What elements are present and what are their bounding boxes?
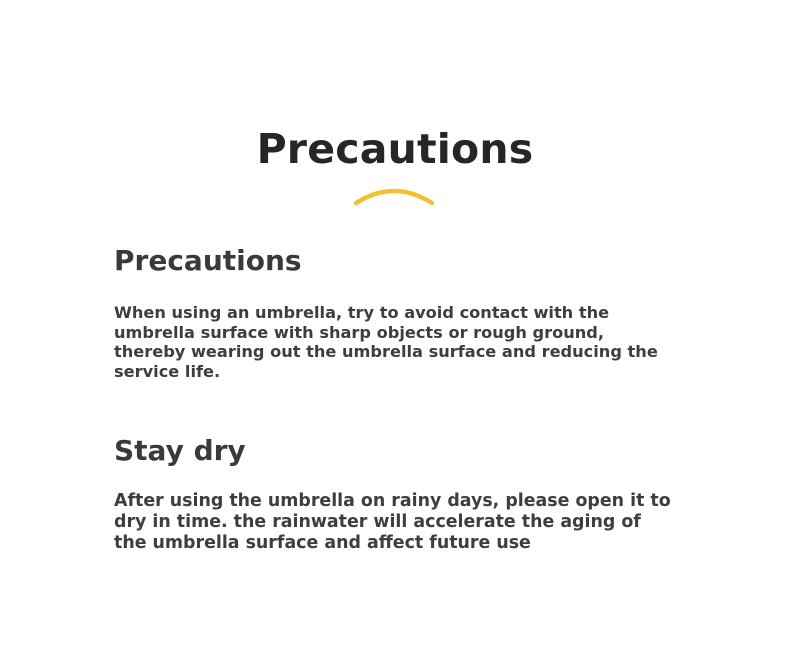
section-body: When using an umbrella, try to avoid contact with the umbrella surface with sharp objects or rough ground, thereby wearing out the umbrella surface and reducing the service life.	[114, 303, 658, 381]
section-stay-dry	[114, 433, 714, 554]
section-heading: Precautions	[114, 244, 302, 277]
arc-divider-icon	[354, 183, 434, 207]
section-heading: Stay dry	[114, 434, 246, 467]
section-precautions	[114, 243, 714, 381]
page-title: Precautions	[256, 125, 534, 174]
section-body: After using the umbrella on rainy days, please open it to dry in time. the rainwater will accelerate the aging of the umbrella surface and affect future use	[114, 491, 671, 553]
